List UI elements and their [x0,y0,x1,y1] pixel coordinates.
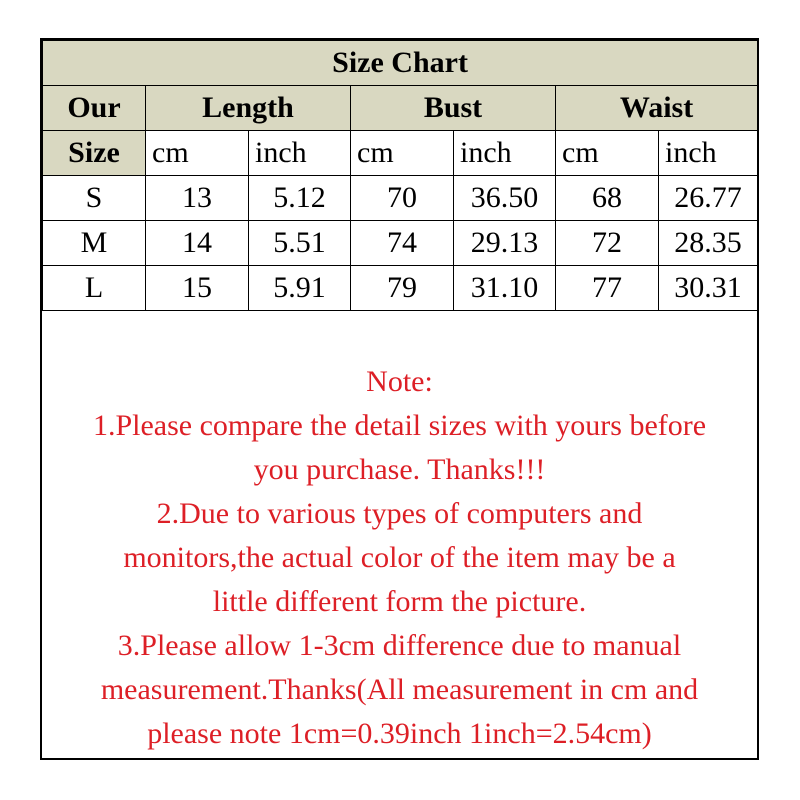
size-label: L [43,266,146,311]
header-row-2 [43,131,758,176]
note-line: little different form the picture. [212,585,587,618]
header-size: Size [43,131,146,176]
header-row-1 [43,86,758,131]
bust-cm-cell: 74 [351,221,454,266]
length-cm-cell: 14 [146,221,249,266]
bust-cm-cell: 79 [351,266,454,311]
length-inch-cell: 5.12 [249,176,351,221]
note-line: please note 1cm=0.39inch 1inch=2.54cm) [147,717,652,750]
length-inch-cell: 5.51 [249,221,351,266]
waist-inch-cell: 26.77 [659,176,758,221]
unit-bust-cm: cm [351,131,454,176]
unit-waist-inch: inch [659,131,758,176]
unit-bust-inch: inch [454,131,556,176]
unit-length-inch: inch [249,131,351,176]
note-line: 3.Please allow 1-3cm difference due to manual [117,629,682,662]
size-label: M [43,221,146,266]
title-row [43,41,758,86]
size-table [42,40,758,311]
note-line: 2.Due to various types of computers and [156,497,643,530]
header-waist: Waist [556,86,758,131]
bust-cm-cell: 70 [351,176,454,221]
waist-cm-cell: 72 [556,221,659,266]
table-row [43,221,758,266]
size-chart-frame [40,38,759,760]
length-cm-cell: 15 [146,266,249,311]
waist-cm-cell: 68 [556,176,659,221]
note-line: monitors,the actual color of the item may be a [123,541,676,574]
waist-cm-cell: 77 [556,266,659,311]
note-heading: Note: [366,365,433,398]
table-row [43,176,758,221]
header-our: Our [43,86,146,131]
bust-inch-cell: 29.13 [454,221,556,266]
header-length: Length [146,86,351,131]
note-block [42,360,757,756]
length-inch-cell: 5.91 [249,266,351,311]
waist-inch-cell: 28.35 [659,221,758,266]
table-row [43,266,758,311]
chart-title: Size Chart [43,41,758,86]
note-line: measurement.Thanks(All measurement in cm and [100,673,699,706]
header-bust: Bust [351,86,556,131]
size-label: S [43,176,146,221]
bust-inch-cell: 36.50 [454,176,556,221]
unit-length-cm: cm [146,131,249,176]
length-cm-cell: 13 [146,176,249,221]
note-line: you purchase. Thanks!!! [253,453,546,486]
bust-inch-cell: 31.10 [454,266,556,311]
waist-inch-cell: 30.31 [659,266,758,311]
unit-waist-cm: cm [556,131,659,176]
note-line: 1.Please compare the detail sizes with yours before [92,409,707,442]
